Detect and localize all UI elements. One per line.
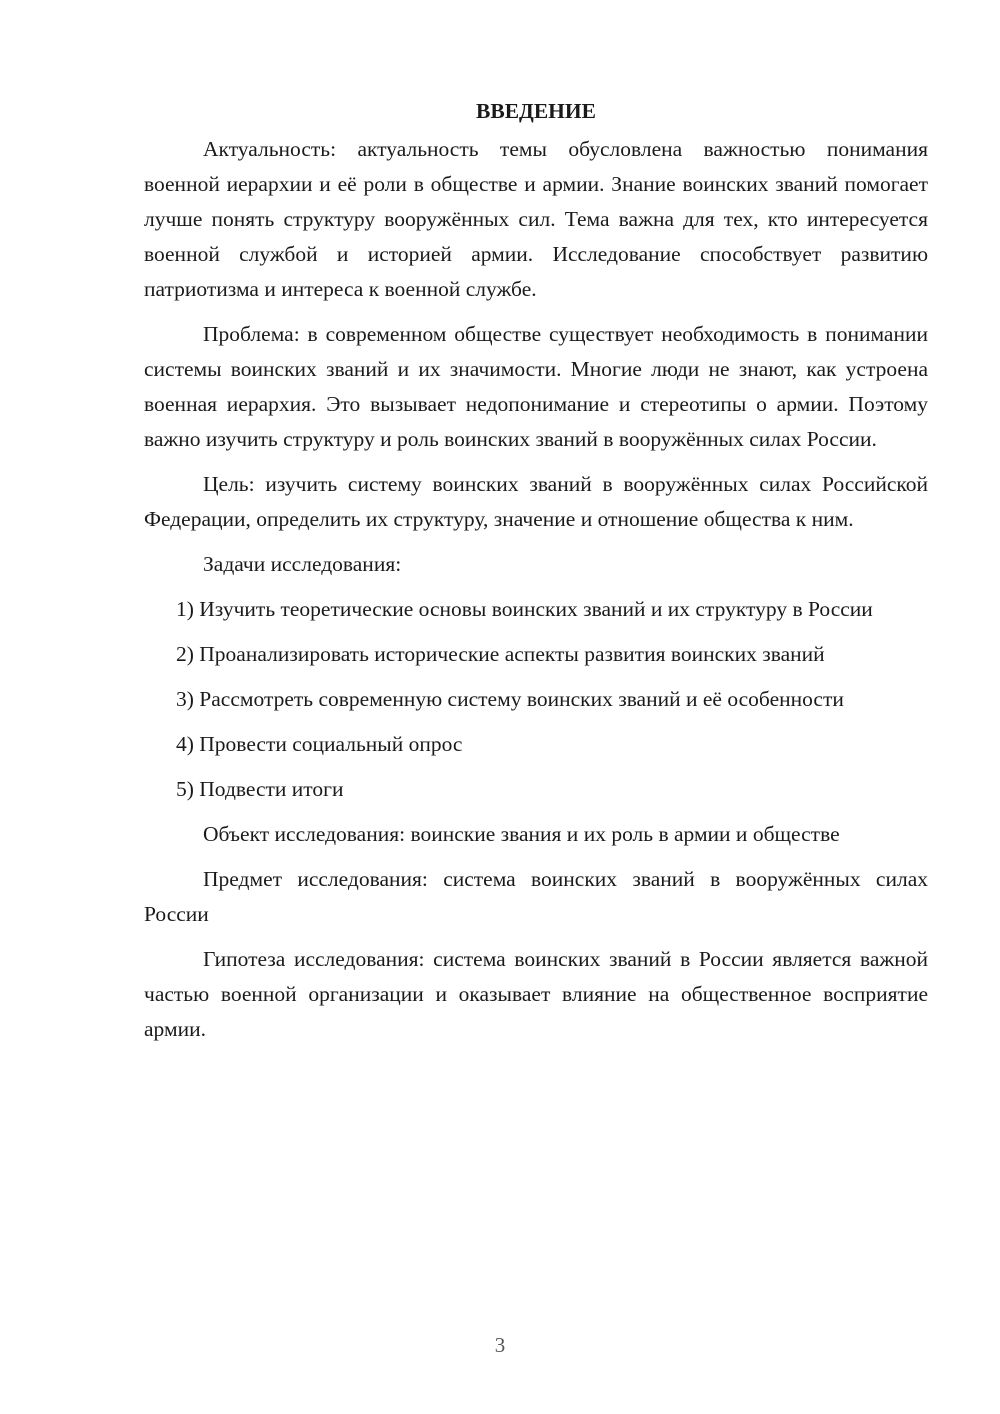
task-item-2: 2) Проанализировать исторические аспекты развития воинских званий [176, 642, 825, 666]
research-object-paragraph: Объект исследования: воинские звания и их роль в армии и обществе [203, 822, 840, 846]
relevance-paragraph: Актуальность: актуальность темы обусловлена важностью понимания военной иерархии и её роли в обществе и армии. Знание воинских званий помогает лучше понять структуру вооружённых сил. Тема важна для тех, кто интересуется военной службой и историей армии. Исследование способствует развитию патриотизма и интереса к военной службе. [144, 137, 928, 301]
task-item-3: 3) Рассмотреть современную систему воинских званий и её особенности [176, 687, 844, 711]
task-item-5: 5) Подвести итоги [176, 777, 344, 801]
task-item-1: 1) Изучить теоретические основы воинских званий и их структуру в России [176, 597, 873, 621]
document-body [144, 92, 928, 1057]
page-number: 3 [494, 1333, 506, 1357]
page-title: ВВЕДЕНИЕ [476, 99, 596, 123]
tasks-heading: Задачи исследования: [203, 552, 402, 576]
task-item-4: 4) Провести социальный опрос [176, 732, 463, 756]
problem-paragraph: Проблема: в современном обществе существует необходимость в понимании системы воинских званий и их значимости. Многие люди не знают, как устроена военная иерархия. Это вызывает недопонимание и стереотипы о армии. Поэтому важно изучить структуру и роль воинских званий в вооружённых силах России. [144, 322, 928, 451]
goal-paragraph: Цель: изучить систему воинских званий в вооружённых силах Российской Федерации, определить их структуру, значение и отношение общества к ним. [144, 472, 928, 531]
hypothesis-paragraph: Гипотеза исследования: система воинских званий в России является важной частью военной организации и оказывает влияние на общественное восприятие армии. [144, 947, 928, 1041]
research-subject-paragraph: Предмет исследования: система воинских званий в вооружённых силах России [144, 867, 928, 926]
